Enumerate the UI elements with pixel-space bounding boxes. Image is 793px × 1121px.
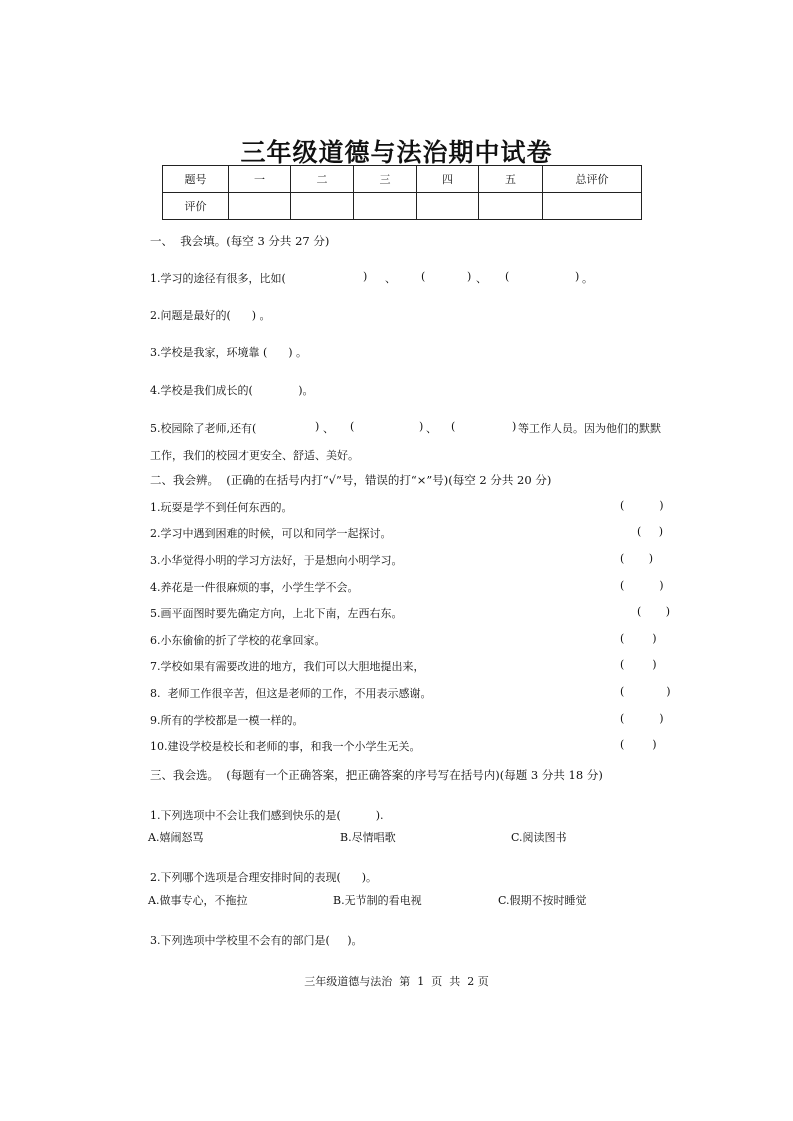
section1-q1-sep2: 、: [476, 272, 487, 285]
choice-q1-option-b[interactable]: B.尽情唱歌: [340, 831, 396, 844]
section1-q1-end: 。: [582, 272, 593, 285]
judge-item: 9.所有的学校都是一模一样的。: [150, 714, 304, 727]
paren-close: ): [363, 270, 368, 283]
paren-open: (: [350, 420, 355, 433]
score-cell[interactable]: [354, 193, 417, 220]
page-title: 三年级道德与法治期中试卷: [240, 138, 553, 167]
judge-item: 10.建设学校是校长和老师的事，和我一个小学生无关。: [150, 740, 421, 753]
score-table-header-cell: 二: [291, 166, 354, 193]
score-table-header-cell: 一: [229, 166, 291, 193]
score-table-header-cell: 总评价: [543, 166, 642, 193]
score-table-score-row: [163, 193, 642, 220]
judge-item: 6.小东偷偷的折了学校的花拿回家。: [150, 634, 326, 647]
judge-item: 7.学校如果有需要改进的地方，我们可以大胆地提出来，: [150, 660, 425, 673]
score-cell[interactable]: [291, 193, 354, 220]
answer-paren[interactable]: ( ): [620, 632, 657, 645]
section1-q4: 4.学校是我们成长的( )。: [150, 384, 314, 397]
section1-heading: 一、 我会填。(每空 3 分共 27 分): [150, 234, 330, 248]
answer-paren[interactable]: ( ): [620, 685, 671, 698]
paren-close: ): [467, 270, 472, 283]
judge-item: 5.画平面图时要先确定方向，上北下南，左西右东。: [150, 607, 403, 620]
answer-paren[interactable]: ( ): [620, 579, 664, 592]
section3-heading: 三、我会选。 (每题有一个正确答案，把正确答案的序号写在括号内)(每题 3 分共 18 分): [150, 768, 603, 782]
judge-item: 4.养花是一件很麻烦的事，小学生学不会。: [150, 581, 359, 594]
answer-paren[interactable]: ( ): [620, 738, 657, 751]
section1-q5-end: 等工作人员。因为他们的默默: [518, 422, 661, 435]
paren-close: ): [512, 420, 517, 433]
section1-q5-sep2: 、: [426, 422, 437, 435]
score-table-header-cell: 五: [479, 166, 543, 193]
score-table: [162, 165, 642, 220]
judge-item: 3.小华觉得小明的学习方法好，于是想向小明学习。: [150, 554, 403, 567]
judge-item: 8. 老师工作很辛苦，但这是老师的工作，不用表示感谢。: [150, 687, 432, 700]
answer-paren[interactable]: ( ): [620, 712, 664, 725]
paren-open: (: [451, 420, 456, 433]
section1-q5-line2: 工作，我们的校园才更安全、舒适、美好。: [150, 449, 359, 462]
section1-q1-sep1: 、: [385, 272, 396, 285]
choice-q3: 3.下列选项中学校里不会有的部门是( )。: [150, 934, 363, 947]
judge-item: 2.学习中遇到困难的时候，可以和同学一起探讨。: [150, 527, 392, 540]
section1-q1: 1.学习的途径有很多，比如(: [150, 272, 286, 285]
score-table-header-cell: 三: [354, 166, 417, 193]
answer-paren[interactable]: ( ): [637, 525, 664, 538]
choice-q2-option-b[interactable]: B.无节制的看电视: [333, 894, 422, 907]
answer-paren[interactable]: ( ): [620, 552, 654, 565]
answer-paren[interactable]: ( ): [620, 499, 664, 512]
section1-q5-sep1: 、: [323, 422, 334, 435]
paren-close: ): [419, 420, 424, 433]
paren-open: (: [505, 270, 510, 283]
paren-close: ): [575, 270, 580, 283]
section2-heading: 二、我会辨。 (正确的在括号内打“√”号，错误的打“×”号)(每空 2 分共 20 分): [150, 473, 552, 487]
choice-q1-option-a[interactable]: A.嬉闹怒骂: [148, 831, 204, 844]
answer-paren[interactable]: ( ): [620, 658, 657, 671]
score-cell[interactable]: [543, 193, 642, 220]
choice-q2-option-a[interactable]: A.做事专心，不拖拉: [148, 894, 248, 907]
page-footer: 三年级道德与法治 第 1 页 共 2 页: [304, 975, 489, 988]
judge-item: 1.玩耍是学不到任何东西的。: [150, 501, 293, 514]
score-table-row-label: 评价: [163, 193, 229, 220]
section1-q2: 2.问题是最好的( ) 。: [150, 309, 271, 322]
choice-q1-option-c[interactable]: C.阅读图书: [511, 831, 567, 844]
choice-q1: 1.下列选项中不会让我们感到快乐的是( ).: [150, 809, 384, 822]
section1-q5: 5.校园除了老师,还有(: [150, 422, 257, 435]
choice-q2: 2.下列哪个选项是合理安排时间的表现( )。: [150, 871, 378, 884]
score-cell[interactable]: [417, 193, 479, 220]
section1-q3: 3.学校是我家，环境靠 ( ) 。: [150, 346, 308, 359]
paren-open: (: [421, 270, 426, 283]
score-cell[interactable]: [229, 193, 291, 220]
score-table-header-cell: 四: [417, 166, 479, 193]
score-table-header-cell: 题号: [163, 166, 229, 193]
choice-q2-option-c[interactable]: C.假期不按时睡觉: [498, 894, 587, 907]
paren-close: ): [315, 420, 320, 433]
answer-paren[interactable]: ( ): [637, 605, 671, 618]
score-table-header-row: [163, 166, 642, 193]
score-cell[interactable]: [479, 193, 543, 220]
